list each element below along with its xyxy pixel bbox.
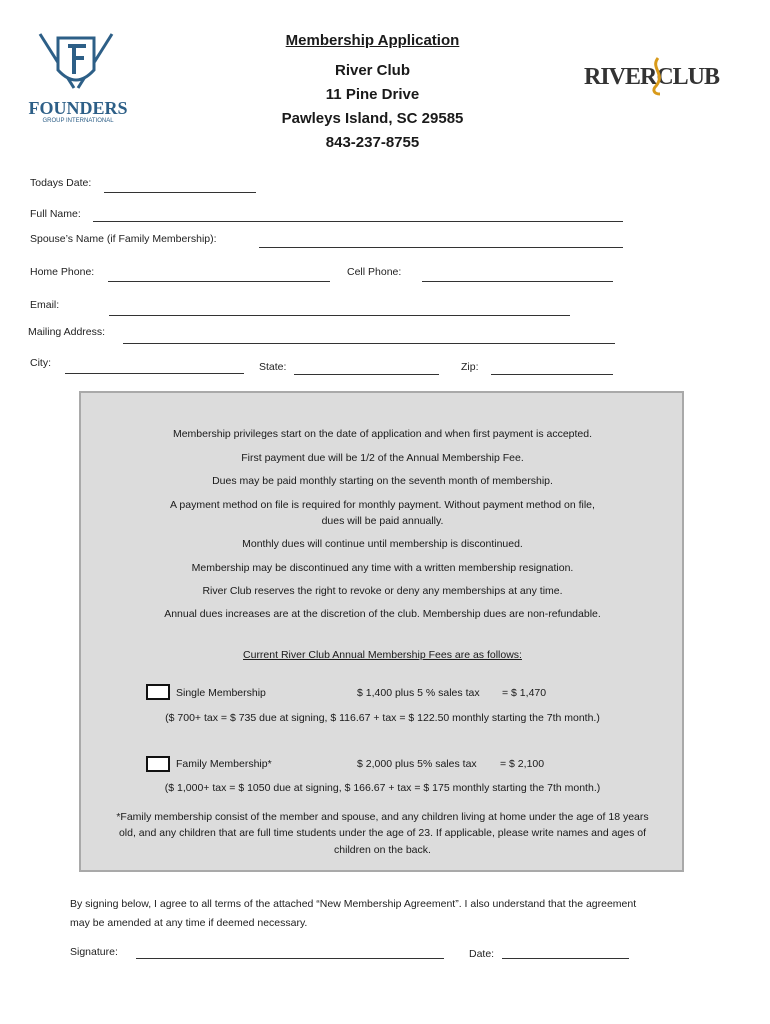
- founders-logo: [28, 30, 128, 130]
- single-membership-checkbox[interactable]: [146, 684, 170, 700]
- terms-line: Dues may be paid monthly starting on the seventh month of membership.: [212, 475, 553, 487]
- todays-date-label: Todays Date:: [30, 177, 92, 189]
- terms-line: River Club reserves the right to revoke or deny any memberships at any time.: [202, 585, 563, 597]
- mailing-address-field[interactable]: [123, 343, 615, 344]
- family-membership-label: Family Membership*: [176, 758, 272, 770]
- agreement-text: may be amended at any time if deemed necessary.: [70, 917, 308, 929]
- signature-date-label: Date:: [469, 948, 495, 960]
- todays-date-field[interactable]: [104, 192, 256, 193]
- agreement-text: By signing below, I agree to all terms of the attached “New Membership Agreement”. I also understand that the agreement: [70, 898, 637, 910]
- family-membership-detail: ($ 1,000+ tax = $ 1050 due at signing, $ 166.67 + tax = $ 175 monthly starting the 7th month.): [164, 782, 601, 794]
- home-phone-label: Home Phone:: [30, 266, 95, 278]
- cell-phone-field[interactable]: [422, 281, 613, 282]
- founders-logo-name: FOUNDERS: [28, 98, 128, 118]
- family-membership-checkbox[interactable]: [146, 756, 170, 772]
- email-field[interactable]: [109, 315, 570, 316]
- signature-field[interactable]: [136, 958, 444, 959]
- single-membership-total: = $ 1,470: [502, 687, 547, 699]
- full-name-field[interactable]: [93, 221, 623, 222]
- page-title: Membership Application: [285, 32, 460, 49]
- spouse-name-label: Spouse’s Name (if Family Membership):: [30, 233, 217, 245]
- founders-crest-icon: [28, 30, 128, 100]
- club-city-state-zip: Pawleys Island, SC 29585: [281, 110, 464, 127]
- family-membership-price: $ 2,000 plus 5% sales tax: [357, 758, 477, 770]
- terms-line: Membership privileges start on the date of application and when first payment is accepted.: [172, 428, 593, 440]
- founders-logo-sub: GROUP INTERNATIONAL: [42, 118, 114, 124]
- cell-phone-label: Cell Phone:: [347, 266, 402, 278]
- family-footnote: old, and any children that are full time students under the age of 23. If applicable, please write names and ages of: [118, 827, 647, 839]
- spouse-name-field[interactable]: [259, 247, 623, 248]
- email-label: Email:: [30, 299, 60, 311]
- home-phone-field[interactable]: [108, 281, 330, 282]
- single-membership-detail: ($ 700+ tax = $ 735 due at signing, $ 116.67 + tax = $ 122.50 monthly starting the 7th month.): [165, 712, 600, 724]
- terms-line: A payment method on file is required for monthly payment. Without payment method on file,: [170, 499, 595, 511]
- signature-label: Signature:: [70, 946, 118, 958]
- state-field[interactable]: [294, 374, 439, 375]
- single-membership-price: $ 1,400 plus 5 % sales tax: [357, 687, 480, 699]
- signature-date-field[interactable]: [502, 958, 629, 959]
- club-name: River Club: [334, 62, 410, 79]
- family-footnote: *Family membership consist of the member and spouse, and any children living at home under the age of 18 years: [116, 811, 649, 823]
- single-membership-label: Single Membership: [176, 687, 266, 699]
- fees-heading: Current River Club Annual Membership Fees are as follows:: [243, 649, 522, 661]
- river-club-logo-part2: CLUB: [656, 64, 720, 90]
- mailing-address-label: Mailing Address:: [28, 326, 106, 338]
- terms-line: First payment due will be 1/2 of the Annual Membership Fee.: [241, 452, 524, 464]
- river-club-swoosh-icon: [646, 56, 670, 96]
- zip-field[interactable]: [491, 374, 613, 375]
- city-field[interactable]: [65, 373, 244, 374]
- terms-line: dues will be paid annually.: [321, 515, 444, 527]
- terms-line: Annual dues increases are at the discretion of the club. Membership dues are non-refundable.: [164, 608, 601, 620]
- family-membership-total: = $ 2,100: [500, 758, 545, 770]
- terms-line: Monthly dues will continue until membership is discontinued.: [242, 538, 523, 550]
- club-address: 11 Pine Drive: [325, 86, 420, 103]
- club-phone: 843-237-8755: [325, 134, 420, 151]
- family-footnote: children on the back.: [334, 844, 431, 856]
- zip-label: Zip:: [461, 361, 479, 373]
- terms-line: Membership may be discontinued any time with a written membership resignation.: [191, 562, 574, 574]
- river-club-logo-part1: RIVER: [584, 64, 657, 90]
- city-label: City:: [30, 357, 51, 369]
- full-name-label: Full Name:: [30, 208, 81, 220]
- state-label: State:: [259, 361, 287, 373]
